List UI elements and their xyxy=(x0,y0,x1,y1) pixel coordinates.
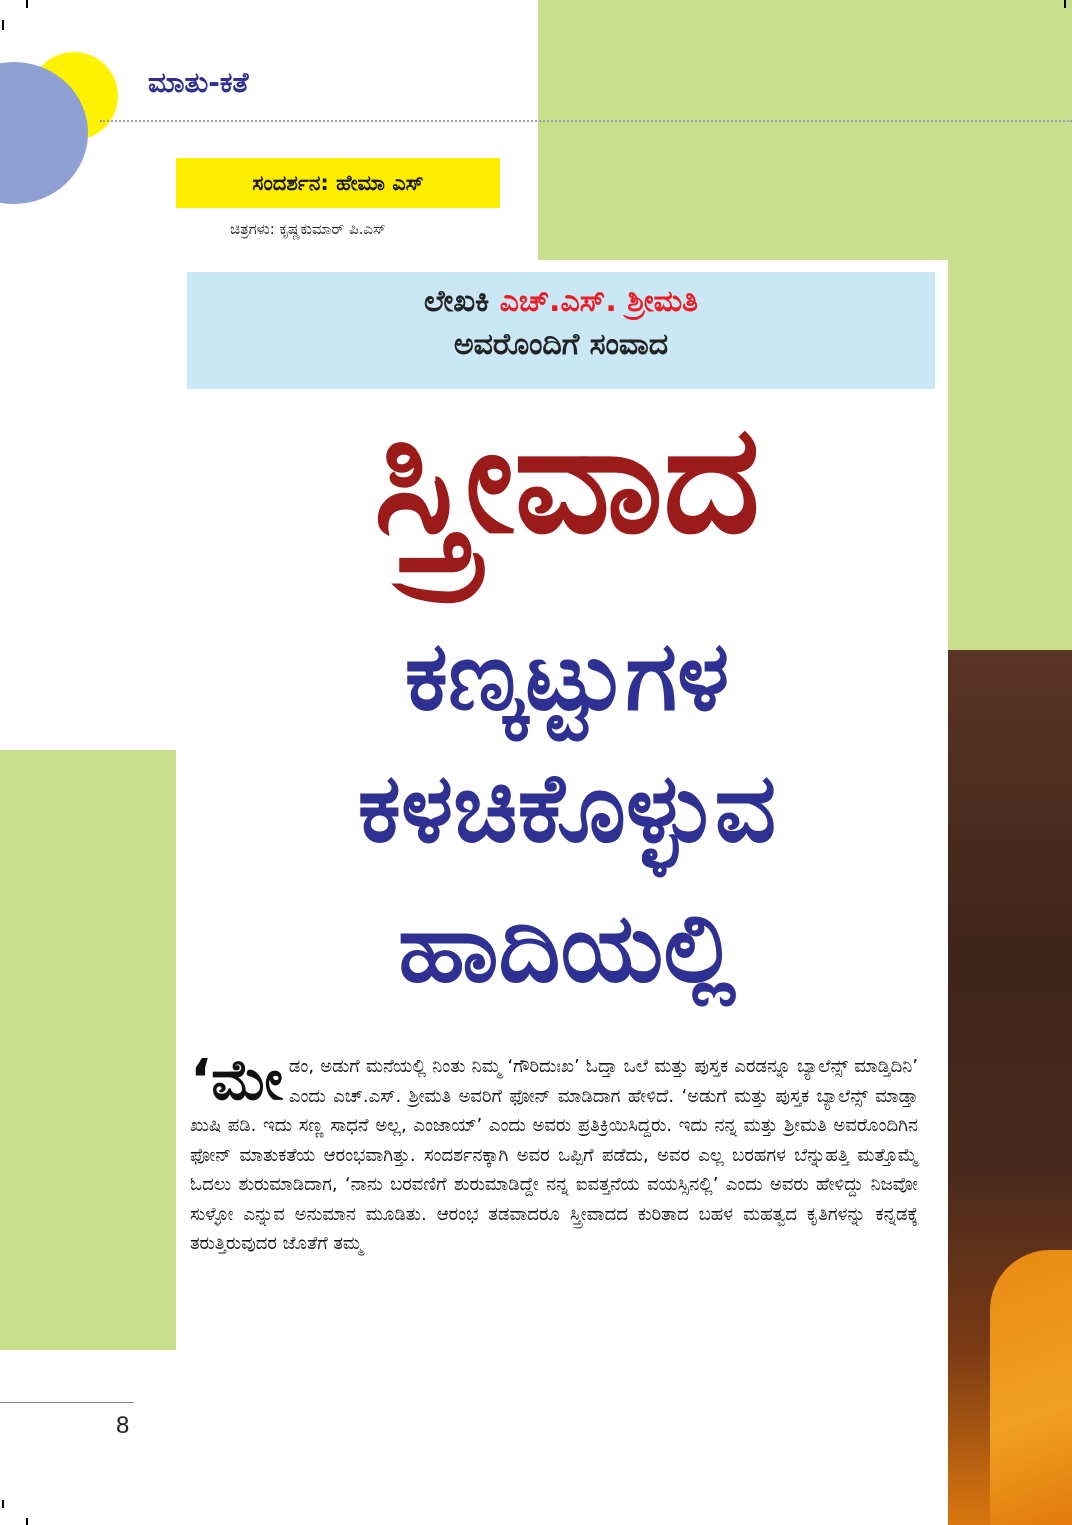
section-label: ಮಾತು-ಕತೆ xyxy=(148,66,249,99)
author-name: ಎಚ್.ಎಸ್. ಶ್ರೀಮತಿ xyxy=(499,284,699,319)
decorative-green-block-right xyxy=(948,260,1072,650)
headline-line-1: ಸ್ತ್ರೀವಾದ xyxy=(373,393,761,567)
article-body xyxy=(190,1048,918,1259)
subtitle-prefix: ಲೇಖಕಿ xyxy=(423,284,490,319)
page-number: 8 xyxy=(116,1412,130,1439)
crop-mark xyxy=(1064,0,1066,8)
subtitle-line-1 xyxy=(187,284,935,319)
crop-mark xyxy=(26,1518,28,1525)
footer-rule xyxy=(0,1402,134,1403)
decorative-green-block-top xyxy=(538,0,1072,260)
author-photo-saree xyxy=(990,1250,1072,1525)
interviewer-credit xyxy=(176,158,500,208)
article-paragraph: ಡಂ, ಅಡುಗೆ ಮನೆಯಲ್ಲಿ ನಿಂತು ನಿಮ್ಮ ‘ಗೌರಿದುಃಖ’ ಓದ್ತಾ ಒಲೆ ಮತ್ತು ಪುಸ್ತಕ ಎರಡನ್ನೂ ಬ್ಯಾಲೆನ್ಸ್ ಮಾಡ್ತಿದಿನಿ’ ಎಂದು ಎಚ್.ಎಸ್. ಶ್ರೀಮತಿ ಅವರಿಗೆ ಫೋನ್ ಮಾಡಿದಾಗ ಹೇಳಿದೆ. ‘ಅಡುಗೆ ಮತ್ತು ಪುಸ್ತಕ ಬ್ಯಾಲೆನ್ಸ್ ಮಾಡ್ತಾ ಖುಷಿ ಪಡಿ. ಇದು ಸಣ್ಣ ಸಾಧನೆ ಅಲ್ಲ, ಎಂಜಾಯ್’ ಎಂದು ಅವರು ಪ್ರತಿಕ್ರಿಯಿಸಿದ್ದರು. ಇದು ನನ್ನ ಮತ್ತು ಶ್ರೀಮತಿ ಅವರೊಂದಿಗಿನ ಫೋನ್ ಮಾತುಕತೆಯ ಆರಂಭವಾಗಿತ್ತು. ಸಂದರ್ಶನಕ್ಕಾಗಿ ಅವರ ಒಪ್ಪಿಗೆ ಪಡೆದು, ಅವರ ಎಲ್ಲ ಬರಹಗಳ ಬೆನ್ನುಹತ್ತಿ ಮತ್ತೊಮ್ಮೆ ಓದಲು ಶುರುಮಾಡಿದಾಗ, ‘ನಾನು ಬರವಣಿಗೆ ಶುರುಮಾಡಿದ್ದೇ ನನ್ನ ಐವತ್ತನೆಯ ವಯಸ್ಸಿನಲ್ಲಿ’ ಎಂದು ಅವರು ಹೇಳಿದ್ದು ನಿಜವೋ ಸುಳ್ಳೋ ಎನ್ನುವ ಅನುಮಾನ ಮೂಡಿತು. ಆರಂಭ ತಡವಾದರೂ ಸ್ತ್ರೀವಾದದ ಕುರಿತಾದ ಬಹಳ ಮಹತ್ವದ ಕೃತಿಗಳನ್ನು ಕನ್ನಡಕ್ಕೆ ತರುತ್ತಿರುವುದರ ಜೊತೆಗೆ ತಮ್ಮ xyxy=(190,1056,918,1254)
subtitle-line-2: ಅವರೊಂದಿಗೆ ಸಂವಾದ xyxy=(453,327,669,362)
photo-credit: ಚಿತ್ರಗಳು: ಕೃಷ್ಣಕುಮಾರ್ ಪಿ.ಎಸ್ xyxy=(230,220,386,238)
drop-cap: ‘ಮೇ xyxy=(190,1048,283,1113)
headline-line-2: ಕಣ್ಕಟ್ಟುಗಳ xyxy=(404,620,730,732)
subtitle-box xyxy=(187,272,935,389)
crop-mark xyxy=(2,1500,4,1508)
headline-line-4: ಹಾದಿಯಲ್ಲಿ xyxy=(398,892,736,1004)
interviewer-text: ಸಂದರ್ಶನ: ಹೇಮಾ ಎಸ್ xyxy=(252,170,424,195)
decorative-green-block-left xyxy=(0,750,176,1350)
dotted-divider xyxy=(100,120,1072,122)
crop-mark xyxy=(2,20,4,30)
headline-line-3: ಕಳಚಿಕೊಳ್ಳುವ xyxy=(357,752,777,864)
crop-mark xyxy=(26,0,28,8)
